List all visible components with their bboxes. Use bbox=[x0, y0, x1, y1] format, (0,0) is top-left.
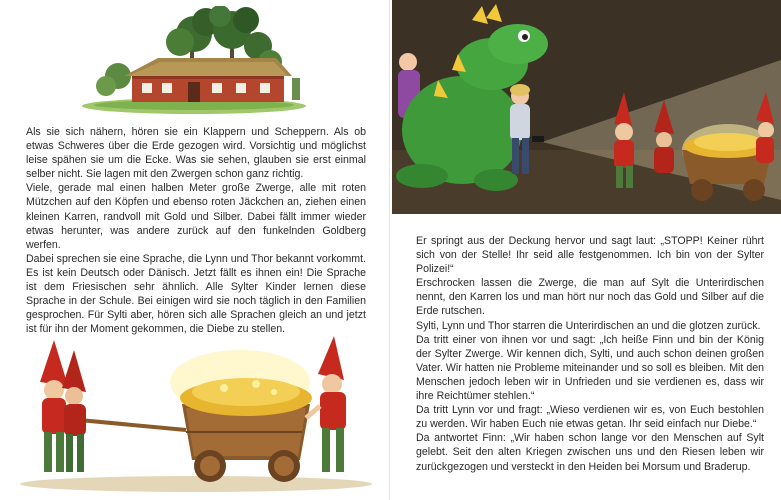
paragraph: Er springt aus der Deckung hervor und sagt laut: „STOPP! Keiner rührt sich von der Stelle! Ihr seid alle festgenommen. Ich bin von der Sylter Polizei!“ bbox=[416, 235, 764, 276]
right-page-text bbox=[416, 234, 764, 474]
paragraph: Da tritt einer von ihnen vor und sagt: „Ich heiße Finn und bin der König der Sylter Zwerge. Wir kennen dich, Sylti, und auch schon deinen großen Vater. Wir hatten nie Probleme miteinander und so soll es bleiben. Mit den Menschen jedoch leben wir in Unfrieden und sie verdienen es, dass wir ihre Reichtümer stehlen.“ bbox=[416, 333, 764, 403]
paragraph: Dabei sprechen sie eine Sprache, die Lynn und Thor bekannt vorkommt. Es ist kein Deutsch oder Dänisch. Jetzt fällt es ihnen ein! Die Sprache ist dem Friesischen sehr ähnlich. Alle Sylter Kinder lernen diese Sprache in der Schule. Bei einigen wird sie noch täglich in den Familien gesprochen. Für Sylti aber, hören sich alle Sprachen gleich an und jetzt ist für ihn der Moment gekommen, die Diebe zu stellen. bbox=[26, 252, 366, 336]
dragon-night-illustration bbox=[392, 0, 781, 214]
paragraph: Erschrocken lassen die Zwerge, die man auf Sylt die Unterirdischen nennt, den Karren los und man hört nur noch das Gold und Silber auf die Erde rutschen. bbox=[416, 277, 764, 318]
paragraph: Da tritt Lynn vor und fragt: „Wieso verdienen wir es, von Euch bestohlen zu werden. Wir haben Euch nie etwas getan. Ihr seid einfach nur Diebe.“ bbox=[416, 404, 764, 431]
right-page bbox=[390, 0, 781, 500]
paragraph: Als sie sich nähern, hören sie ein Klappern und Scheppern. Als ob etwas Schweres über die Erde gezogen wird. Vorsichtig und möglichst leise spähen sie um die Ecke. Was sie sehen, glauben sie erst einmal selber nicht. Sie lagen mit den Zwergen schon ganz richtig. bbox=[26, 126, 366, 181]
paragraph: Da antwortet Finn: „Wir haben schon lange vor den Menschen auf Sylt gelebt. Seit den alten Kriegen zwischen uns und den Riesen leben wir zurückgezogen und versteckt in den Heiden bei Morsum und Braderup. bbox=[416, 432, 764, 473]
paragraph: Sylti, Lynn und Thor starren die Unterirdischen an und die glotzen zurück. bbox=[416, 319, 761, 332]
gnomes-cart-illustration bbox=[10, 334, 382, 494]
left-page bbox=[0, 0, 390, 500]
paragraph: Viele, gerade mal einen halben Meter große Zwerge, alle mit roten Mützchen auf den Köpfen und ebenso roten Jäckchen an, ziehen einen kleinen Karren, randvoll mit Gold und Silber. Dabei fällt immer wieder etwas herunter, was andere zurück auf den funkelnden Goldberg werfen. bbox=[26, 182, 366, 251]
left-page-text bbox=[26, 125, 366, 336]
farmhouse-illustration bbox=[78, 6, 310, 114]
